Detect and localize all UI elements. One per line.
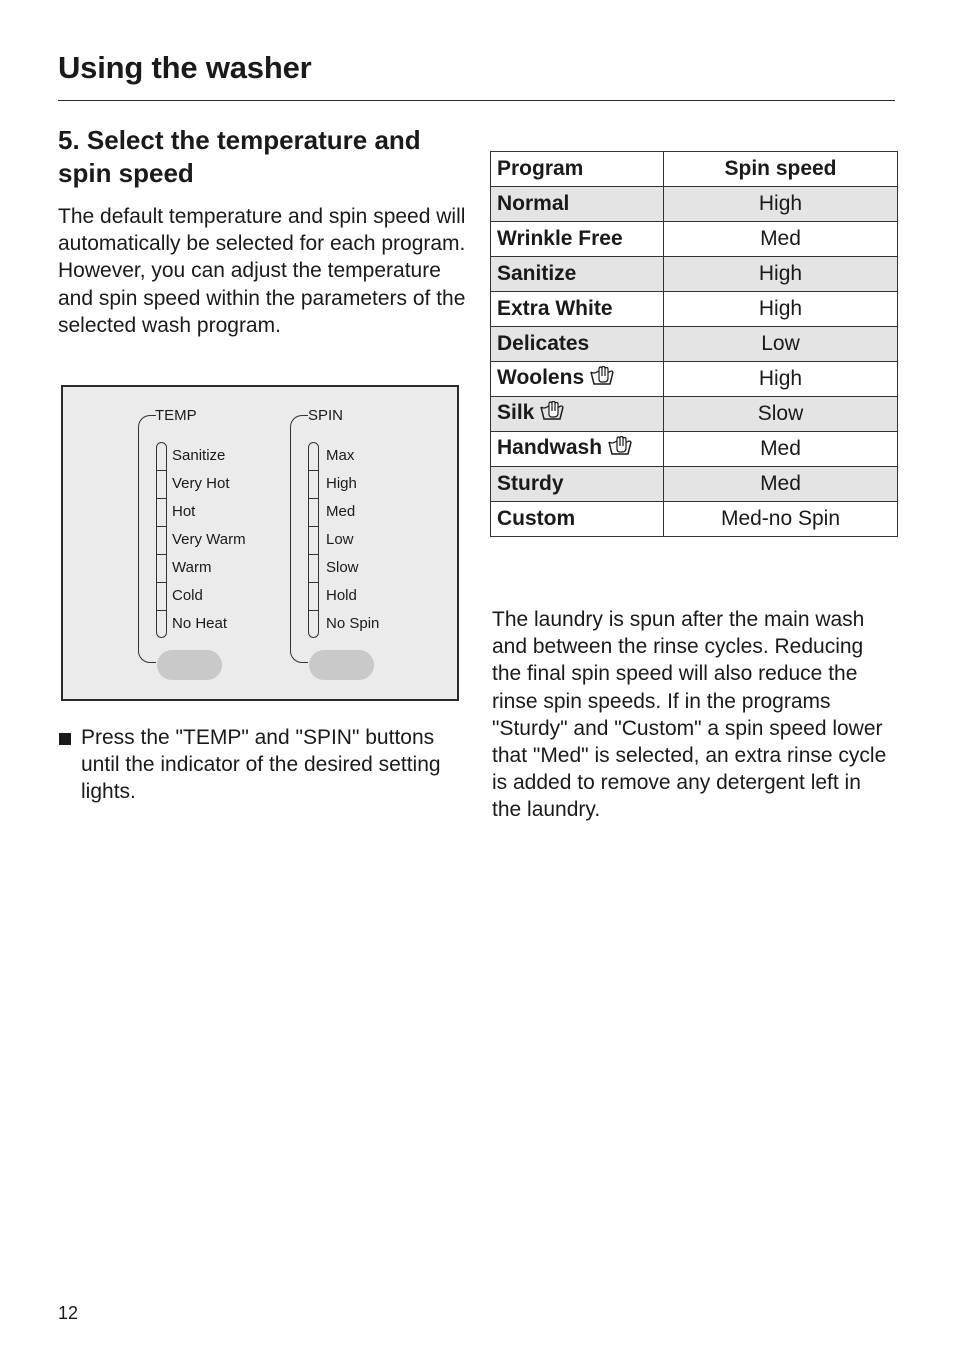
bullet-marker: [59, 733, 71, 745]
program-cell: [491, 502, 664, 537]
spin-speed-cell: High: [664, 257, 898, 292]
spin-speed-cell: Med: [664, 467, 898, 502]
program-name: Custom: [497, 507, 576, 530]
temp-indicator-divider: [156, 498, 167, 499]
temp-indicator-bar: [156, 442, 167, 638]
spin-bracket: [290, 415, 308, 663]
temp-option-label: Cold: [172, 587, 203, 604]
spin-speed-cell: High: [664, 292, 898, 327]
program-cell: [491, 432, 664, 467]
spin-option-label: Max: [326, 447, 355, 464]
program-name: Sturdy: [497, 472, 564, 495]
program-name: Wrinkle Free: [497, 227, 623, 250]
temp-option-label: Sanitize: [172, 447, 226, 464]
table-row: [491, 327, 898, 362]
table-row: [491, 467, 898, 502]
program-cell: [491, 222, 664, 257]
spin-button[interactable]: [309, 650, 374, 680]
title-divider: [58, 100, 895, 101]
table-row: [491, 257, 898, 292]
spin-speed-cell: High: [664, 362, 898, 397]
spin-indicator-divider: [308, 498, 319, 499]
table-header-row: [491, 152, 898, 187]
spin-speed-cell: Med-no Spin: [664, 502, 898, 537]
column-header-spin-speed: Spin speed: [664, 152, 898, 187]
program-cell: [491, 292, 664, 327]
spin-option-label: No Spin: [326, 615, 380, 632]
intro-paragraph: The default temperature and spin speed will automatically be selected for each program. However, you can adjust the temperature and spin speed within the parameters of the selected wash program.: [58, 205, 466, 337]
temp-indicator-divider: [156, 554, 167, 555]
temp-button[interactable]: [157, 650, 222, 680]
program-cell: [491, 187, 664, 222]
program-name: Delicates: [497, 332, 590, 355]
column-header-program: Program: [491, 152, 664, 187]
handwash-tub-icon: [608, 436, 632, 462]
temp-option-label: Very Hot: [172, 475, 230, 492]
table-row: [491, 502, 898, 537]
spin-indicator-divider: [308, 470, 319, 471]
section-heading: 5. Select the temperature and spin speed: [58, 125, 421, 188]
table-row: [491, 187, 898, 222]
temp-option-label: Warm: [172, 559, 212, 576]
closing-paragraph: The laundry is spun after the main wash and between the rinse cycles. Reducing the final spin speed will also reduce the rinse spin speeds. If in the programs "Sturdy" and "Custom" a spin speed lower that "Med" is selected, an extra rinse cycle is added to remove any detergent left in the laundry.: [492, 608, 887, 822]
program-cell: [491, 327, 664, 362]
spin-option-label: Slow: [326, 559, 359, 576]
program-name: Silk: [497, 401, 535, 424]
handwash-tub-icon: [540, 401, 564, 427]
handwash-tub-icon: [590, 366, 614, 392]
spin-group-label: SPIN: [308, 407, 346, 424]
table-row: [491, 292, 898, 327]
table-row: [491, 397, 898, 432]
temp-option-label: Very Warm: [172, 531, 246, 548]
temp-group-label: TEMP: [155, 407, 200, 424]
temp-indicator-divider: [156, 470, 167, 471]
table-row: [491, 362, 898, 397]
spin-indicator-bar: [308, 442, 319, 638]
program-cell: [491, 257, 664, 292]
spin-indicator-divider: [308, 526, 319, 527]
temp-indicator-divider: [156, 526, 167, 527]
spin-option-label: Hold: [326, 587, 357, 604]
spin-speed-cell: High: [664, 187, 898, 222]
program-cell: [491, 397, 664, 432]
program-name: Sanitize: [497, 262, 577, 285]
spin-speed-cell: Med: [664, 432, 898, 467]
spin-indicator-divider: [308, 610, 319, 611]
spin-indicator-divider: [308, 582, 319, 583]
spin-option-label: Low: [326, 531, 354, 548]
temp-bracket: [138, 415, 156, 663]
spin-speed-cell: Med: [664, 222, 898, 257]
spin-option-label: Med: [326, 503, 356, 520]
instruction-text: Press the "TEMP" and "SPIN" buttons until the indicator of the desired setting lights.: [81, 726, 441, 804]
temp-indicator-divider: [156, 610, 167, 611]
program-cell: [491, 467, 664, 502]
spin-speed-cell: Low: [664, 327, 898, 362]
program-cell: [491, 362, 664, 397]
temp-option-label: No Heat: [172, 615, 228, 632]
temp-option-label: Hot: [172, 503, 196, 520]
table-row: [491, 432, 898, 467]
spin-speed-table: [490, 151, 898, 537]
program-name: Extra White: [497, 297, 613, 320]
program-name: Handwash: [497, 436, 603, 459]
page-title: Using the washer: [58, 50, 312, 85]
program-name: Woolens: [497, 366, 585, 389]
spin-speed-cell: Slow: [664, 397, 898, 432]
page-number: 12: [58, 1303, 79, 1323]
table-row: [491, 222, 898, 257]
program-name: Normal: [497, 192, 570, 215]
temp-indicator-divider: [156, 582, 167, 583]
control-panel-illustration: [61, 385, 459, 701]
spin-indicator-divider: [308, 554, 319, 555]
spin-option-label: High: [326, 475, 357, 492]
